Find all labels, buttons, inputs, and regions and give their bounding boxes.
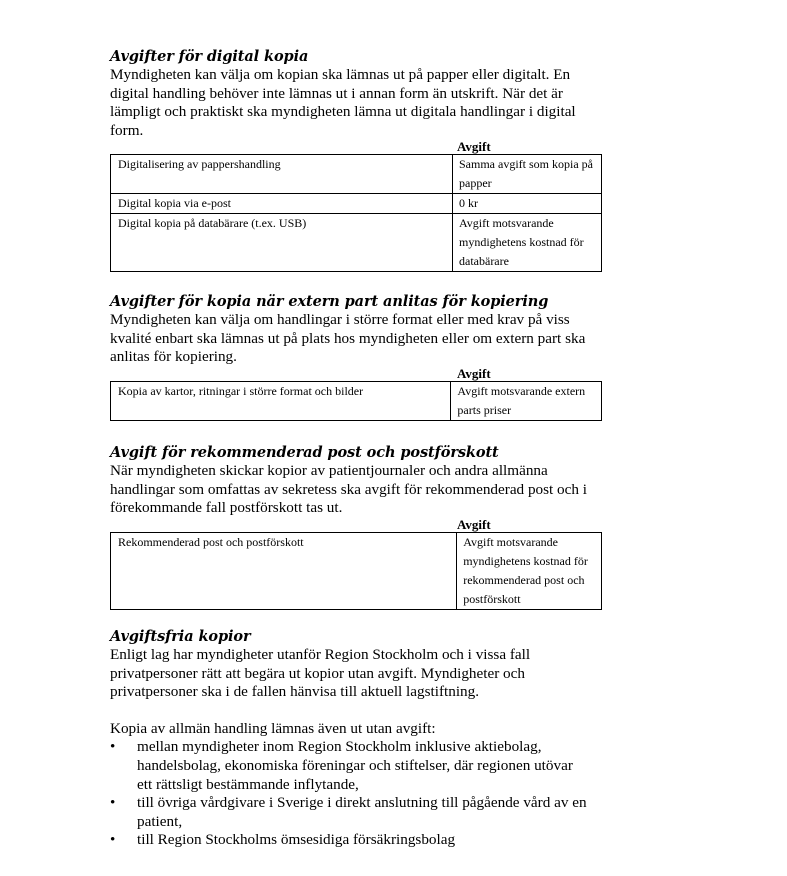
section-text: Myndigheten kan välja om handlingar i större format eller med krav på viss kvalité enbart ska lämnas ut på plats hos myndigheten eller om extern part ska anlitas för kopiering.: [110, 311, 586, 366]
table-row: [111, 214, 602, 272]
bullet-list: [110, 738, 600, 850]
document-page: [110, 48, 605, 850]
fee-cell: Avgift motsvarande myndighetens kostnad för rekommenderad post och postförskott: [457, 532, 602, 609]
list-item: • mellan myndigheter inom Region Stockholm inklusive aktiebolag, handelsbolag, ekonomiska föreningar och stiftelser, där regionen utövar ett rättsligt bestämmande inflytande,: [110, 738, 577, 794]
section-free-copies: [110, 628, 605, 850]
section-heading: Avgiftsfria kopior: [110, 628, 251, 645]
section-registered-mail: [110, 444, 605, 614]
fee-cell: Avgift motsvarande extern parts priser: [451, 381, 602, 420]
item-cell: Digital kopia på databärare (t.ex. USB): [111, 214, 453, 272]
section-text: Enligt lag har myndigheter utanför Region Stockholm och i vissa fall privatpersoner rätt att begära ut kopior utan avgift. Myndigheter och privatpersoner ska i de fallen hänvisa till aktuell lagstiftning.: [110, 646, 531, 701]
section-text: När myndigheten skickar kopior av patientjournaler och andra allmänna handlingar som omfattas av sekretess ska avgift för rekommenderad post och i förekommande fall postförskott tas ut.: [110, 462, 588, 517]
section-external-copy: [110, 293, 605, 444]
fee-column-header: Avgift: [457, 365, 491, 381]
section-text: Myndigheten kan välja om kopian ska lämnas ut på papper eller digitalt. En digital handling behöver inte lämnas ut i annan form än utskrift. När det är lämpligt och praktiskt ska myndigheten lämna ut digitala handlingar i digital form.: [110, 66, 576, 139]
item-cell: Kopia av kartor, ritningar i större format och bilder: [111, 381, 451, 420]
fee-cell: Samma avgift som kopia på papper: [453, 155, 602, 194]
item-cell: Rekommenderad post och postförskott: [111, 532, 457, 609]
fee-column-header: Avgift: [457, 139, 491, 155]
section-intro: Kopia av allmän handling lämnas även ut utan avgift:: [110, 719, 436, 737]
list-item: • till Region Stockholms ömsesidiga försäkringsbolag: [110, 831, 600, 850]
item-cell: Digitalisering av pappershandling: [111, 155, 453, 194]
fee-table: [110, 154, 602, 272]
table-row: [111, 532, 602, 609]
section-heading: Avgift för rekommenderad post och postförskott: [110, 444, 499, 461]
fee-column-header: Avgift: [457, 516, 491, 532]
item-cell: Digital kopia via e-post: [111, 194, 453, 214]
fee-cell: Avgift motsvarande myndighetens kostnad för databärare: [453, 214, 602, 272]
fee-cell: 0 kr: [453, 194, 602, 214]
fee-table: [110, 381, 602, 421]
section-heading: Avgifter för digital kopia: [110, 48, 309, 65]
table-row: [111, 381, 602, 420]
table-row: [111, 194, 602, 214]
table-row: [111, 155, 602, 194]
section-heading: Avgifter för kopia när extern part anlitas för kopiering: [110, 293, 549, 310]
fee-table: [110, 532, 602, 610]
list-item: • till övriga vårdgivare i Sverige i direkt anslutning till pågående vård av en patient,: [110, 794, 600, 831]
section-digital-copy: [110, 48, 605, 277]
